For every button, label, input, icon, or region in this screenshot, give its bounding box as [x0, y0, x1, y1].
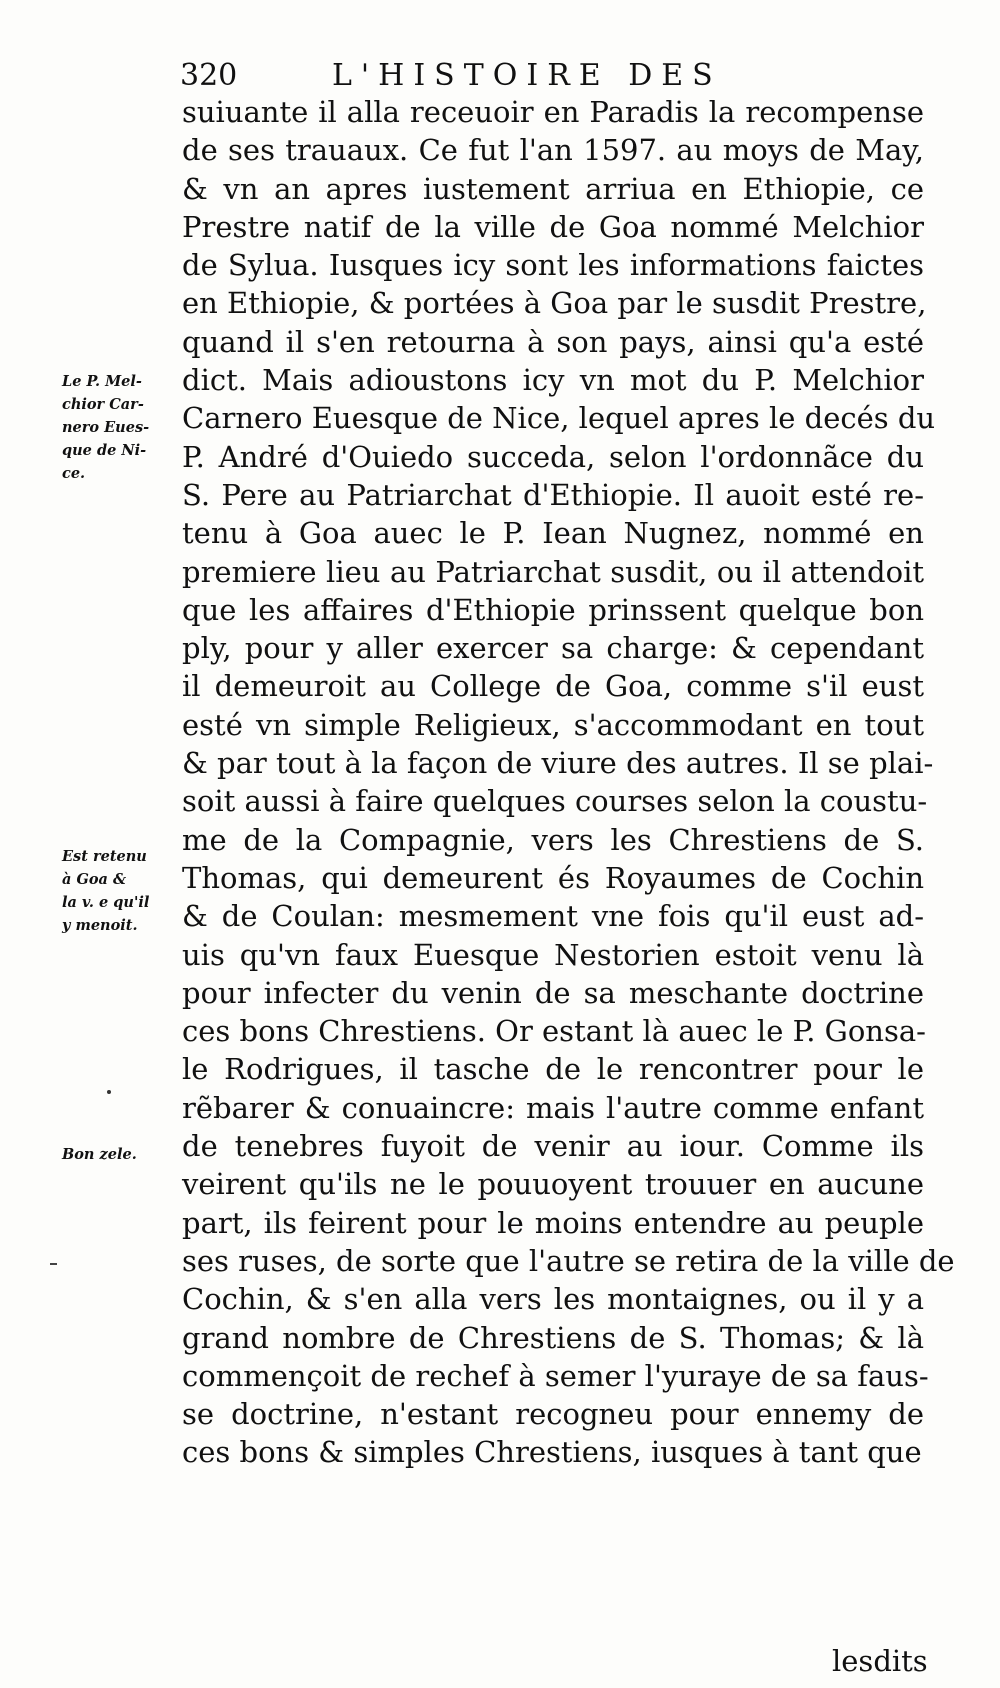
- text-line: premiere lieu au Patriarchat susdit, ou il attendoit: [182, 554, 924, 589]
- margin-note-line: y menoit.: [62, 917, 138, 934]
- text-line: rẽbarer & conuaincre: mais l'autre comme enfant: [182, 1090, 924, 1125]
- text-line: S. Pere au Patriarchat d'Ethiopie. Il auoit esté re-: [182, 477, 924, 512]
- body-text: [182, 93, 955, 1472]
- text-line: grand nombre de Chrestiens de S. Thomas; & là: [182, 1320, 924, 1355]
- margin-note-line: ce.: [62, 465, 86, 482]
- text-line: veirent qu'ils ne le pouuoyent trouuer en aucune: [182, 1167, 924, 1202]
- running-title: L'HISTOIRE DES: [332, 58, 722, 93]
- text-line: uis qu'vn faux Euesque Nestorien estoit venu là: [182, 937, 924, 972]
- text-line: quand il s'en retourna à son pays, ainsi qu'a esté: [182, 324, 924, 359]
- margin-note-line: nero Eues-: [62, 419, 150, 436]
- margin-note-line: Bon zele.: [62, 1146, 137, 1163]
- margin-note-melchior: [62, 370, 180, 485]
- page-number: 320: [180, 58, 238, 93]
- text-line: pour infecter du venin de sa meschante doctrine: [182, 975, 924, 1010]
- text-line: le Rodrigues, il tasche de le rencontrer pour le: [182, 1052, 924, 1087]
- text-line: Prestre natif de la ville de Goa nommé Melchior: [182, 209, 924, 244]
- text-line: en Ethiopie, & portées à Goa par le susdit Prestre,: [182, 286, 927, 321]
- ink-speck: [50, 1263, 57, 1265]
- text-line: & de Coulan: mesmement vne fois qu'il eust ad-: [182, 899, 924, 934]
- margin-note-line: chior Car-: [62, 396, 144, 413]
- text-line: part, ils feirent pour le moins entendre au peuple: [182, 1205, 924, 1240]
- text-line: P. André d'Ouiedo succeda, selon l'ordonnãce du: [182, 439, 924, 474]
- text-line: de Sylua. Iusques icy sont les informations faictes: [182, 248, 924, 283]
- text-line: & par tout à la façon de viure des autres. Il se plai-: [182, 746, 934, 781]
- text-line: suiuante il alla receuoir en Paradis la recompense: [182, 95, 924, 129]
- text-line: ply, pour y aller exercer sa charge: & cependant: [182, 631, 924, 666]
- text-line: ces bons Chrestiens. Or estant là auec le P. Gonsa-: [182, 1014, 926, 1049]
- margin-note-line: Est retenu: [62, 848, 147, 865]
- margin-note-line: à Goa &: [62, 871, 127, 888]
- text-line: ses ruses, de sorte que l'autre se retira de la ville de: [182, 1243, 955, 1278]
- text-line: que les affaires d'Ethiopie prinssent quelque bon: [182, 592, 924, 627]
- text-line: commençoit de rechef à semer l'yuraye de sa faus-: [182, 1358, 929, 1393]
- margin-note-retenu: [62, 845, 180, 937]
- margin-note-line: Le P. Mel-: [62, 373, 142, 390]
- text-line: Cochin, & s'en alla vers les montaignes, ou il y a: [182, 1282, 924, 1317]
- text-line: Carnero Euesque de Nice, lequel apres le decés du: [182, 401, 936, 436]
- text-line: se doctrine, n'estant recogneu pour ennemy de: [182, 1397, 924, 1432]
- text-line: me de la Compagnie, vers les Chrestiens de S.: [182, 822, 924, 857]
- text-line: esté vn simple Religieux, s'accommodant en tout: [182, 707, 924, 742]
- text-line: tenu à Goa auec le P. Iean Nugnez, nommé en: [182, 516, 924, 551]
- text-line: il demeuroit au College de Goa, comme s'il eust: [182, 669, 924, 704]
- text-line: & vn an apres iustement arriua en Ethiopie, ce: [182, 171, 924, 206]
- margin-note-zele: [62, 1143, 180, 1166]
- text-line: soit aussi à faire quelques courses selon la coustu-: [182, 784, 928, 819]
- ink-speck: [107, 1090, 111, 1094]
- margin-note-line: que de Ni-: [62, 442, 147, 459]
- margin-note-line: la v. e qu'il: [62, 894, 150, 911]
- page-header: [180, 58, 940, 94]
- text-line: dict. Mais adioustons icy vn mot du P. Melchior: [182, 363, 924, 398]
- text-line: ces bons & simples Chrestiens, iusques à tant que: [182, 1435, 922, 1470]
- text-line: de ses trauaux. Ce fut l'an 1597. au moys de May,: [182, 133, 924, 168]
- catchword: lesdits: [832, 1644, 928, 1678]
- text-line: Thomas, qui demeurent és Royaumes de Cochin: [182, 860, 924, 895]
- text-line: de tenebres fuyoit de venir au iour. Comme ils: [182, 1129, 924, 1164]
